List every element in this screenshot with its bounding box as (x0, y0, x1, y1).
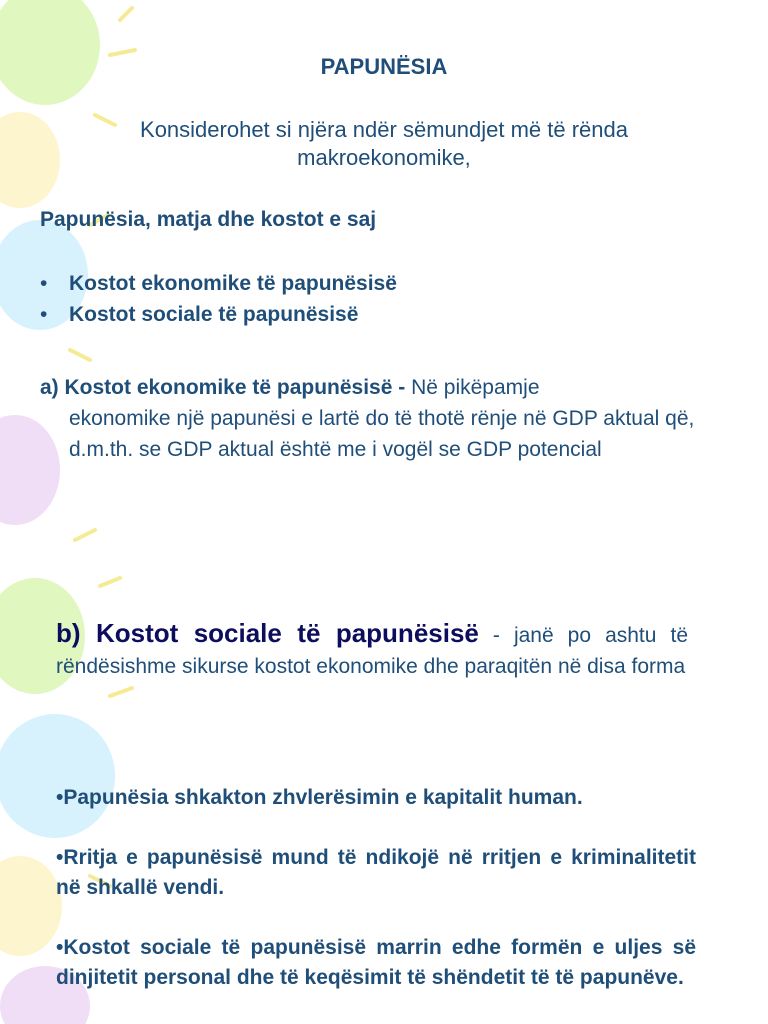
list-item: • Kostot sociale të papunësisë (40, 299, 397, 330)
paragraph-a (40, 372, 720, 465)
bullet-icon: • (40, 303, 48, 326)
list-item: •Kostot sociale të papunësisë marrin edhe formën e uljes së dinjitetit personal dhe të keqësimit të shëndetit të të papunëve. (56, 936, 696, 989)
slide-2 (0, 576, 768, 1024)
paragraph-b (56, 618, 688, 682)
balloon-icon (0, 714, 115, 838)
paragraph-b-text: - janë po ashtu të rëndësishme sikurse kostot ekonomike dhe paraqitën në disa forma (56, 624, 688, 678)
paragraph-a-first: Në pikëpamje (411, 376, 540, 399)
paragraph-a-text: ekonomike një papunësi e lartë do të thotë rënje në GDP aktual që, d.m.th. se GDP aktual është me i vogël se GDP potencial (69, 407, 695, 461)
paragraph-b-label: b) Kostot sociale të papunësisë (56, 618, 479, 648)
section-heading: Papunësia, matja dhe kostot e saj (40, 208, 377, 231)
list-item: • Kostot ekonomike të papunësisë (40, 268, 397, 299)
balloon-icon (0, 0, 100, 105)
list-item: •Rritja e papunësisë mund të ndikojë në rritjen e kriminalitetit në shkallë vendi. (56, 846, 696, 899)
intro-text: Konsiderohet si njëra ndër sëmundjet më të rënda makroekonomike, (140, 117, 628, 170)
balloon-icon (0, 112, 60, 208)
balloon-icon (0, 856, 62, 956)
paragraph-a-label: a) Kostot ekonomike të papunësisë - (40, 376, 412, 399)
bullet-icon: • (40, 272, 48, 295)
page-title: PAPUNËSIA (320, 54, 448, 79)
bullet-list (40, 268, 397, 330)
list-item: •Papunësia shkakton zhvlerësimin e kapitalit human. (56, 786, 583, 809)
